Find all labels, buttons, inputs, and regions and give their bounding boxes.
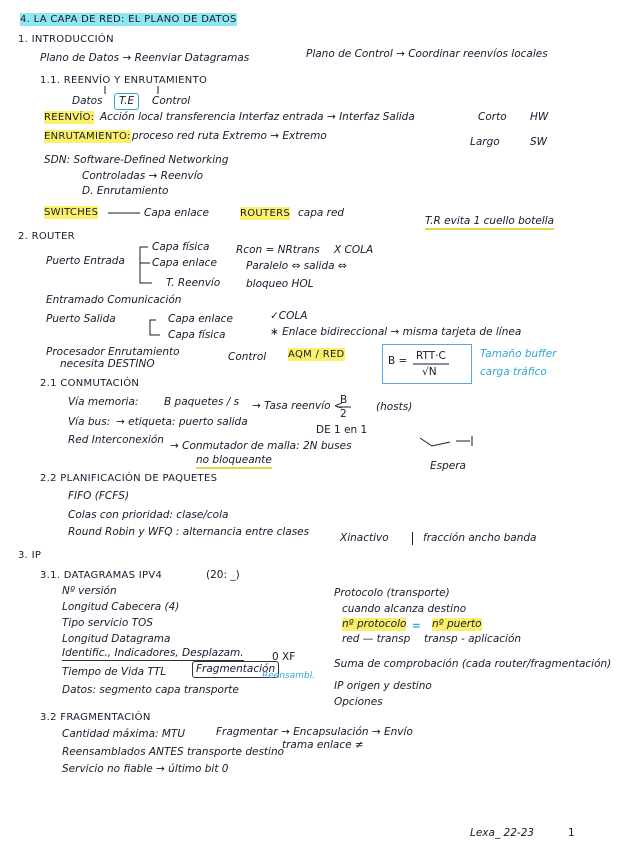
page-title: 4. LA CAPA DE RED: EL PLANO DE DATOS [20, 14, 237, 25]
ip-field-suma: Suma de comprobación (cada router/fragmentación) [334, 658, 612, 670]
formula-denominator: √N [422, 366, 437, 378]
v-cola: ✓COLA [270, 310, 308, 322]
xinactivo: Xinactivo [340, 532, 389, 544]
fragmentar-flow: Fragmentar → Encapsulación → Envío [216, 726, 413, 738]
formula-b: B = [388, 355, 408, 367]
reenvio-text: Acción local transferencia Interfaz entrada → Interfaz Salida [100, 111, 415, 123]
sw-label: SW [530, 136, 548, 148]
reensamblados: Reensamblados ANTES transporte destino [62, 746, 285, 758]
footer-course: Lexa_ 22-23 [470, 827, 535, 839]
ip-field-tos: Tipo servicio TOS [62, 617, 153, 629]
puerto-entrada: Puerto Entrada [46, 255, 125, 267]
frac-numerator: B [340, 394, 348, 406]
heading-introduccion: 1. INTRODUCCIÓN [18, 34, 114, 45]
puerto-salida: Puerto Salida [46, 313, 116, 325]
ps-capa-fisica: Capa física [168, 329, 226, 341]
round-robin: Round Robin y WFQ : alternancia entre clases [68, 526, 310, 538]
ip-field-protocolo: Protocolo (transporte) [334, 587, 450, 599]
red-interconexion: Red Interconexión [68, 434, 164, 446]
enlace-bidireccional: ∗ Enlace bidireccional → misma tarjeta de línea [270, 326, 522, 338]
bracket-puerto-entrada [140, 247, 152, 283]
espera-label: Espera [430, 460, 466, 472]
equals-sign: = [412, 620, 421, 632]
heading-reenvio-enrutamiento: 1.1. REENVÍO Y ENRUTAMIENTO [40, 75, 208, 86]
necesita-destino: necesita DESTINO [60, 358, 155, 370]
switches-label: SWITCHES [44, 207, 99, 218]
cantidad-mtu: Cantidad máxima: MTU [62, 728, 186, 740]
nproto-label: nº protocolo [342, 618, 407, 630]
protocolo-cuando: cuando alcanza destino [342, 603, 467, 615]
ip-field-0xf: 0 XF [272, 651, 296, 663]
red-transp: red — transp [342, 633, 411, 645]
ps-capa-enlace: Capa enlace [168, 313, 233, 325]
reensambl-note: Reensambl. [262, 671, 316, 681]
routers-capa-red: capa red [298, 207, 345, 219]
via-memoria: Vía memoria: [68, 396, 139, 408]
heading-conmutacion: 2.1 CONMUTACIÓN [40, 378, 140, 389]
tamano-buffer: Tamaño buffer [480, 348, 557, 360]
formula-numerator: RTT·C [416, 350, 446, 362]
paralelo-text: Paralelo ⇔ salida ⇔ [246, 260, 347, 272]
pe-capa-fisica: Capa física [152, 241, 210, 253]
etiqueta-puerto: → etiqueta: puerto salida [116, 416, 248, 428]
control-label: Control [152, 95, 191, 107]
plano-control-text: Plano de Control → Coordinar reenvíos locales [306, 48, 548, 60]
plano-datos-text: Plano de Datos → Reenviar Datagramas [40, 52, 250, 64]
ip-field-longitud-datagrama: Longitud Datagrama [62, 633, 171, 645]
te-label: T.E [114, 93, 139, 110]
entramado-text: Entramado Comunicación [46, 294, 182, 306]
b-paquetes: B paquetes / s [164, 396, 240, 408]
de-1-en-1: DE 1 en 1 [316, 424, 368, 436]
bracket-puerto-salida [150, 320, 160, 335]
carga-trafico: carga tráfico [480, 366, 547, 378]
heading-fragmentacion: 3.2 FRAGMENTACIÓN [40, 712, 151, 723]
ip-field-version: Nº versión [62, 585, 117, 597]
tasa-reenvio: → Tasa reenvío < [252, 400, 343, 412]
aqm-red-label: AQM / RED [288, 349, 345, 360]
datos-label: Datos [72, 95, 103, 107]
heading-planificacion: 2.2 PLANIFICACIÓN DE PAQUETES [40, 473, 218, 484]
tr-note: T.R evita 1 cuello botella [425, 215, 554, 230]
xcola-label: X COLA [334, 244, 374, 256]
via-bus: Vía bus: [68, 416, 111, 428]
routers-label: ROUTERS [240, 208, 290, 219]
ip-field-ttl: Tiempo de Vida TTL [62, 666, 167, 678]
enrutamiento-label: ENRUTAMIENTO: [44, 131, 131, 142]
colas-prioridad: Colas con prioridad: clase/cola [68, 509, 229, 521]
datagrama-size: (20: _) [206, 569, 240, 581]
procesador-enrutamiento: Procesador Enrutamiento [46, 346, 180, 358]
rcon-formula: Rcon = NRtrans [236, 244, 320, 256]
hosts-label: (hosts) [376, 401, 413, 413]
hw-label: HW [530, 111, 549, 123]
ip-field-fragmentacion: Fragmentación [192, 661, 279, 678]
ip-field-identificacion: Identific., Indicadores, Desplazam. [62, 647, 244, 659]
sdn-line-2: D. Enrutamiento [82, 185, 169, 197]
trama-enlace: trama enlace ≠ [282, 739, 364, 751]
heading-ip: 3. IP [18, 550, 42, 561]
transp-aplicacion: transp - aplicación [424, 633, 522, 645]
npuerto-label: nº puerto [432, 618, 482, 630]
ip-field-longitud-cabecera: Longitud Cabecera (4) [62, 601, 180, 613]
frac-denominator: 2 [340, 408, 347, 420]
switches-capa-enlace: Capa enlace [144, 207, 209, 219]
control-text: Control [228, 351, 267, 363]
pe-capa-enlace: Capa enlace [152, 257, 217, 269]
fraccion-ancho-banda: fracción ancho banda [412, 532, 536, 545]
heading-datagramas: 3.1. DATAGRAMAS IPV4 [40, 570, 163, 581]
espera-diagram [420, 438, 450, 446]
heading-router: 2. ROUTER [18, 231, 75, 242]
reenvio-label: REENVÍO: [44, 112, 95, 123]
sdn-line-1: Controladas → Reenvío [82, 170, 204, 182]
largo-label: Largo [470, 136, 500, 148]
page-number: 1 [568, 827, 575, 839]
servicio-no-fiable: Servicio no fiable → último bit 0 [62, 763, 229, 775]
ip-field-datos: Datos: segmento capa transporte [62, 684, 239, 696]
corto-label: Corto [478, 111, 507, 123]
ip-field-origen-destino: IP origen y destino [334, 680, 432, 692]
bloqueo-hol: bloqueo HOL [246, 278, 314, 290]
no-bloqueante: no bloqueante [196, 454, 272, 469]
ip-field-opciones: Opciones [334, 696, 383, 708]
sdn-text: SDN: Software-Defined Networking [44, 154, 229, 166]
pe-t-reenvio: T. Reenvío [166, 277, 221, 289]
conmutador-malla: → Conmutador de malla: 2N buses [170, 440, 352, 452]
fifo: FIFO (FCFS) [68, 490, 130, 502]
enrutamiento-text: proceso red ruta Extremo → Extremo [132, 130, 327, 142]
